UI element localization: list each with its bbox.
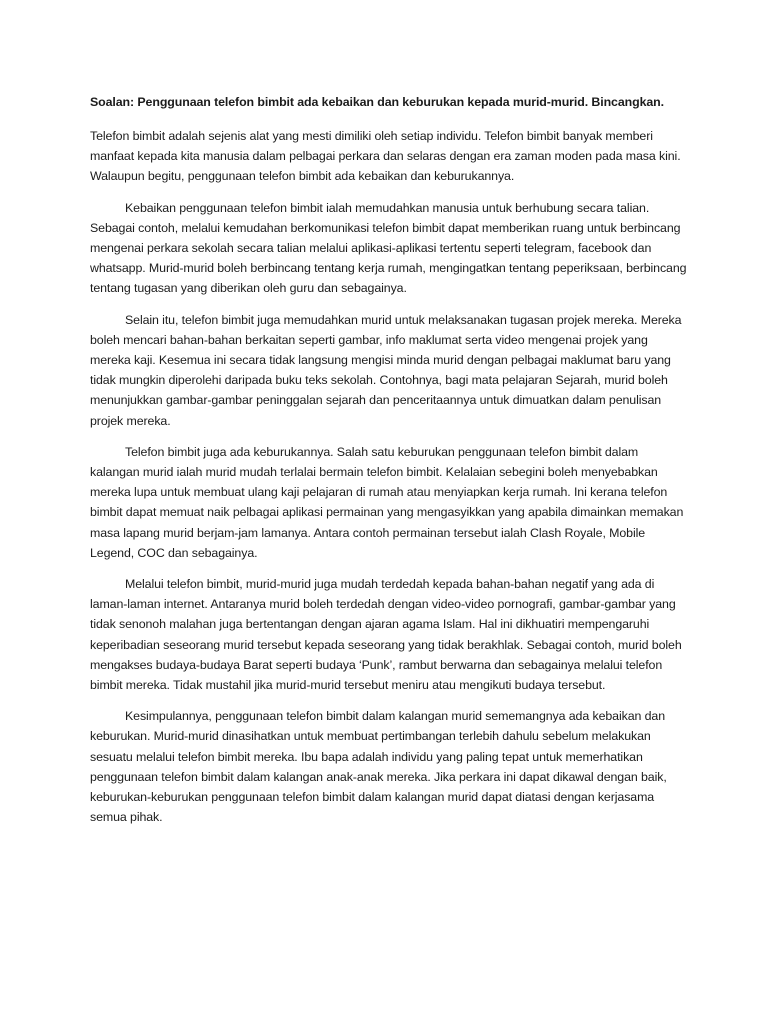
paragraph-advantage-projects: Selain itu, telefon bimbit juga memudahkan murid untuk melaksanakan tugasan projek mereka. Mereka boleh mencari bahan-bahan berkaitan seperti gambar, info maklumat serta video mengenai projek yang mereka kaji. Kesemua ini secara tidak langsung mengisi minda murid dengan pelbagai maklumat baru yang tidak mungkin diperolehi daripada buku teks sekolah. Contohnya, bagi mata pelajaran Sejarah, murid boleh menunjukkan gambar-gambar peninggalan sejarah dan penceritaannya untuk dimuatkan dalam penulisan projek mereka. [90, 312, 682, 428]
question-heading: Soalan: Penggunaan telefon bimbit ada kebaikan dan keburukan kepada murid-murid. Bincangkan. [90, 95, 664, 109]
paragraph-conclusion: Kesimpulannya, penggunaan telefon bimbit dalam kalangan murid sememangnya ada kebaikan dan keburukan. Murid-murid dinasihatkan untuk membuat pertimbangan terlebih dahulu sebelum melakukan sesuatu melalui telefon bimbit mereka. Ibu bapa adalah individu yang paling tepat untuk memerhatikan penggunaan telefon bimbit dalam kalangan anak-anak mereka. Jika perkara ini dapat dikawal dengan baik, keburukan-keburukan penggunaan telefon bimbit dalam kalangan murid dapat diatasi dengan kerjasama semua pihak. [90, 709, 667, 825]
paragraph-introduction: Telefon bimbit adalah sejenis alat yang mesti dimiliki oleh setiap individu. Telefon bimbit banyak memberi manfaat kepada kita manusia dalam pelbagai perkara dan selaras dengan era zaman moden pada masa kini. Walaupun begitu, penggunaan telefon bimbit ada kebaikan dan keburukannya. [90, 129, 681, 184]
paragraph-advantage-communication: Kebaikan penggunaan telefon bimbit ialah memudahkan manusia untuk berhubung secara talian. Sebagai contoh, melalui kemudahan berkomunikasi telefon bimbit dapat memberikan ruang untuk berbincang mengenai perkara sekolah secara talian melalui aplikasi-aplikasi tertentu seperti telegram, facebook dan whatsapp. Murid-murid boleh berbincang tentang kerja rumah, mengingatkan tentang peperiksaan, berbincang tentang tugasan yang diberikan oleh guru dan sebagainya. [90, 200, 687, 296]
paragraph-disadvantage-distraction: Telefon bimbit juga ada keburukannya. Salah satu keburukan penggunaan telefon bimbit dalam kalangan murid ialah murid mudah terlalai bermain telefon bimbit. Kelalaian sebegini boleh menyebabkan mereka lupa untuk membuat ulang kaji pelajaran di rumah atau menyiapkan kerja rumah. Ini kerana telefon bimbit dapat memuat naik pelbagai aplikasi permainan yang mengasyikkan yang apabila dimainkan memakan masa lapang murid berjam-jam lamanya. Antara contoh permainan tersebut ialah Clash Royale, Mobile Legend, COC dan sebagainya. [90, 444, 684, 560]
document-page [90, 92, 688, 839]
paragraph-disadvantage-negative-content: Melalui telefon bimbit, murid-murid juga mudah terdedah kepada bahan-bahan negatif yang ada di laman-laman internet. Antaranya murid boleh terdedah dengan video-video pornografi, gambar-gambar yang tidak senonoh malahan juga bertentangan dengan ajaran agama Islam. Hal ini dikhuatiri mempengaruhi keperibadian seseorang murid tersebut kepada seseorang yang tidak berakhlak. Sebagai contoh, murid boleh mengakses budaya-budaya Barat seperti budaya ‘Punk’, rambut berwarna dan sebagainya melalui telefon bimbit mereka. Tidak mustahil jika murid-murid tersebut meniru atau mengikuti budaya tersebut. [90, 577, 682, 693]
